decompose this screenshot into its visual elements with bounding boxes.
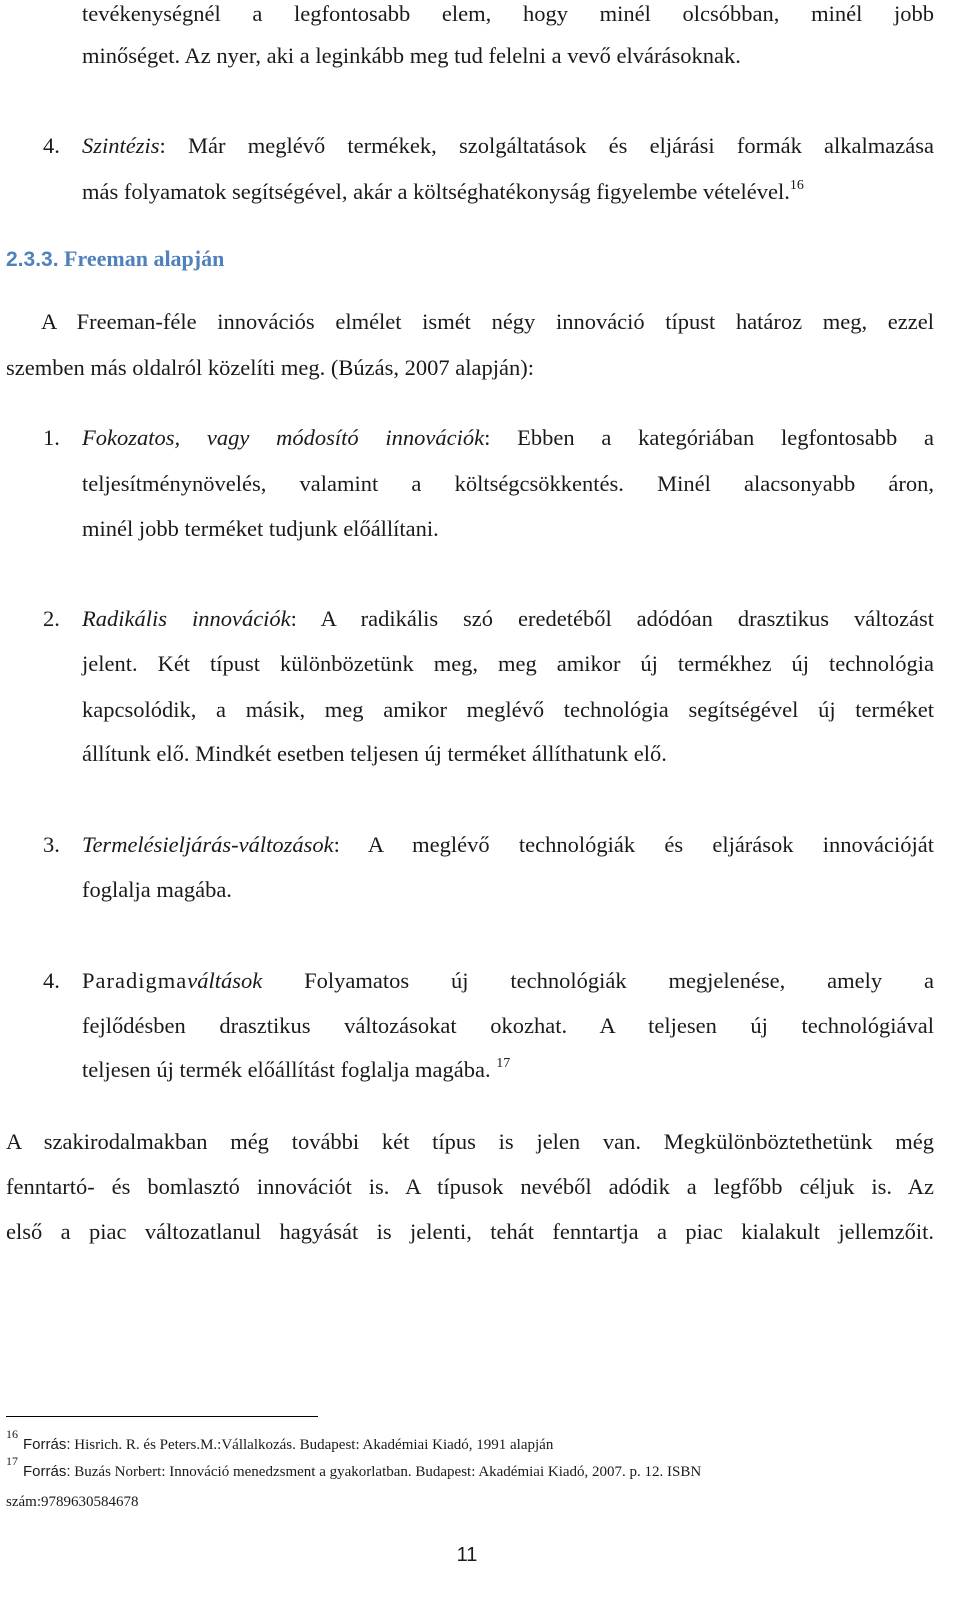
list-item-1-line-2: teljesítménynövelés, valamint a költségcsökkentés. Minél alacsonyabb áron,: [82, 471, 934, 496]
list-text: : Már meglévő termékek, szolgáltatások és eljárási formák alkalmazása: [159, 133, 934, 158]
list-item-3: [43, 831, 934, 859]
list-text: más folyamatok segítségével, akár a költséghatékonyság figyelembe vételével.: [82, 179, 790, 204]
list-item-4: [43, 967, 934, 995]
para-2-line-2: fenntartó- és bomlasztó innovációt is. A típusok nevéből adódik a legfőbb céljuk is. Az: [6, 1174, 934, 1199]
para-1-line-1: A Freeman-féle innovációs elmélet ismét négy innováció típust határoz meg, ezzel: [41, 309, 934, 334]
footnote-number: 17: [6, 1454, 18, 1468]
list-number: 1.: [43, 425, 60, 450]
list-number: 4.: [43, 968, 60, 993]
list-item-4-line-1: [82, 967, 934, 995]
list-term: Szintézis: [82, 133, 160, 158]
footnote-label: Forrás:: [23, 1436, 71, 1453]
list-text: : A radikális szó eredetéből adódóan drasztikus változást: [290, 606, 934, 631]
footnote-text: Buzás Norbert: Innováció menedzsment a gyakorlatban. Budapest: Akadémiai Kiadó, 2007. p. 12. ISBN: [70, 1464, 702, 1480]
list-text: teljesen új termék előállítást foglalja magába.: [82, 1057, 491, 1082]
footnote-ref-16[interactable]: 16: [789, 178, 804, 193]
footnote-label: Forrás:: [23, 1463, 71, 1480]
footnote-text: Hisrich. R. és Peters.M.:Vállalkozás. Budapest: Akadémiai Kiadó, 1991 alapján: [70, 1437, 554, 1453]
list-number: 4.: [43, 133, 60, 158]
item-4-synthesis: [43, 132, 934, 160]
page-number: 11: [456, 1544, 478, 1566]
list-text: : A meglévő technológiák és eljárások innovációját: [333, 832, 934, 857]
list-number: 3.: [43, 832, 60, 857]
item-4-line-1: [82, 132, 934, 160]
footnote-number: 16: [6, 1427, 18, 1441]
footnote-separator: [6, 1416, 318, 1417]
footnote-17: [6, 1454, 702, 1481]
list-item-3-line-2: foglalja magába.: [82, 877, 232, 902]
list-item-1-line-1: [82, 424, 934, 452]
item-4-line-2: [82, 178, 804, 206]
section-title: Freeman alapján: [64, 246, 225, 271]
list-item-1-line-3: minél jobb terméket tudjunk előállítani.: [82, 516, 439, 541]
footnote-16: [6, 1427, 554, 1454]
para-1-line-2: szemben más oldalról közelíti meg. (Búzás, 2007 alapján):: [6, 355, 534, 380]
para-2-line-1: A szakirodalmakban még további két típus is jelen van. Megkülönböztethetünk még: [6, 1129, 934, 1154]
list-term-plain: Paradigma: [82, 968, 188, 993]
footnote-ref-17[interactable]: 17: [496, 1056, 511, 1071]
list-item-4-line-3: [82, 1056, 510, 1084]
intro-line-1: tevékenységnél a legfontosabb elem, hogy minél olcsóbban, minél jobb: [82, 1, 934, 26]
list-item-2-line-3: kapcsolódik, a másik, meg amikor meglévő technológia segítségével új terméket: [82, 697, 934, 722]
list-item-4-line-2: fejlődésben drasztikus változásokat okozhat. A teljesen új technológiával: [82, 1013, 934, 1038]
section-heading: [6, 246, 224, 272]
footnote-17-line-2: szám:9789630584678: [6, 1494, 139, 1510]
para-2-line-3: első a piac változatlanul hagyását is jelenti, tehát fenntartja a piac kialakult jellemzőit.: [6, 1219, 934, 1244]
list-item-3-line-1: [82, 831, 934, 859]
list-term: Fokozatos, vagy módosító innovációk: [82, 425, 485, 450]
intro-line-2: minőséget. Az nyer, aki a leginkább meg tud felelni a vevő elvárásoknak.: [82, 43, 741, 68]
list-term: Termelésieljárás-változások: [82, 832, 334, 857]
list-number: 2.: [43, 606, 60, 631]
list-term: váltások: [187, 968, 263, 993]
list-item-2-line-2: jelent. Két típust különbözetünk meg, meg amikor új termékhez új technológia: [82, 651, 934, 676]
section-number: 2.3.3.: [6, 248, 59, 271]
list-item-1: [43, 424, 934, 452]
list-item-2-line-4: állítunk elő. Mindkét esetben teljesen új terméket állíthatunk elő.: [82, 741, 667, 766]
list-item-2: [43, 605, 934, 633]
list-term: Radikális innovációk: [82, 606, 291, 631]
list-item-2-line-1: [82, 605, 934, 633]
list-text: Folyamatos új technológiák megjelenése, amely a: [262, 968, 934, 993]
list-text: : Ebben a kategóriában legfontosabb a: [484, 425, 935, 450]
